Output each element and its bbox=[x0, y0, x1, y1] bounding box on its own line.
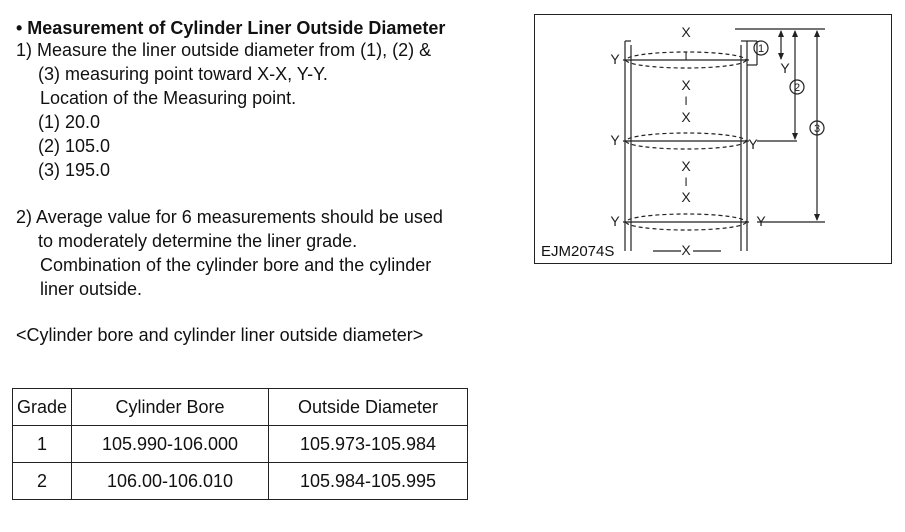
grade-table bbox=[12, 388, 468, 500]
axis-x-label: X bbox=[681, 158, 691, 174]
axis-y-label: Y bbox=[610, 132, 620, 148]
step2-line4: liner outside. bbox=[40, 279, 143, 299]
axis-y-label: Y bbox=[610, 51, 620, 67]
axis-x-label: X bbox=[681, 189, 691, 205]
heading: • Measurement of Cylinder Liner Outside Diameter bbox=[16, 18, 446, 38]
table-row bbox=[13, 426, 468, 463]
figure-id-label: EJM2074S bbox=[541, 243, 615, 260]
marker-1-label: 1 bbox=[757, 43, 765, 55]
table-header-row bbox=[13, 389, 468, 426]
header-grade: Grade bbox=[13, 389, 72, 426]
grade-cell: 1 bbox=[13, 426, 72, 463]
axis-x-label: X bbox=[681, 77, 691, 93]
axis-y-label: Y bbox=[748, 136, 758, 152]
axis-y-label: Y bbox=[610, 213, 620, 229]
outside-diameter-cell: 105.973-105.984 bbox=[269, 426, 468, 463]
grade-cell: 2 bbox=[13, 463, 72, 500]
outside-diameter-cell: 105.984-105.995 bbox=[269, 463, 468, 500]
header-outside-diameter: Outside Diameter bbox=[269, 389, 468, 426]
axis-x-label: X bbox=[681, 242, 691, 258]
axis-dash: I bbox=[684, 94, 688, 108]
axis-x-label: X bbox=[681, 109, 691, 125]
table-row bbox=[13, 463, 468, 500]
axis-dash: I bbox=[684, 175, 688, 189]
cylinder-bore-cell: 105.990-106.000 bbox=[72, 426, 269, 463]
step1-line1: 1) Measure the liner outside diameter from (1), (2) & bbox=[16, 40, 432, 60]
step2-line3: Combination of the cylinder bore and the cylinder bbox=[40, 255, 432, 275]
table-caption: <Cylinder bore and cylinder liner outside diameter> bbox=[16, 325, 424, 345]
measuring-point-3: (3) 195.0 bbox=[38, 160, 111, 180]
cylinder-bore-cell: 106.00-106.010 bbox=[72, 463, 269, 500]
step2-line2: to moderately determine the liner grade. bbox=[38, 231, 358, 251]
marker-3-label: 3 bbox=[813, 123, 821, 135]
step1-line2: (3) measuring point toward X-X, Y-Y. bbox=[38, 64, 328, 84]
axis-y-label: Y bbox=[780, 60, 790, 76]
axis-y-label: Y bbox=[756, 213, 766, 229]
axis-x-label: X bbox=[681, 24, 691, 40]
header-cylinder-bore: Cylinder Bore bbox=[72, 389, 269, 426]
marker-2-label: 2 bbox=[793, 82, 801, 94]
measuring-point-2: (2) 105.0 bbox=[38, 136, 111, 156]
step2-line1: 2) Average value for 6 measurements should be used bbox=[16, 207, 443, 227]
axis-dash: I bbox=[684, 49, 688, 63]
liner-measurement-figure bbox=[534, 14, 892, 264]
liner-diagram bbox=[535, 15, 893, 265]
step1-line3: Location of the Measuring point. bbox=[40, 88, 297, 108]
measuring-point-1: (1) 20.0 bbox=[38, 112, 101, 132]
